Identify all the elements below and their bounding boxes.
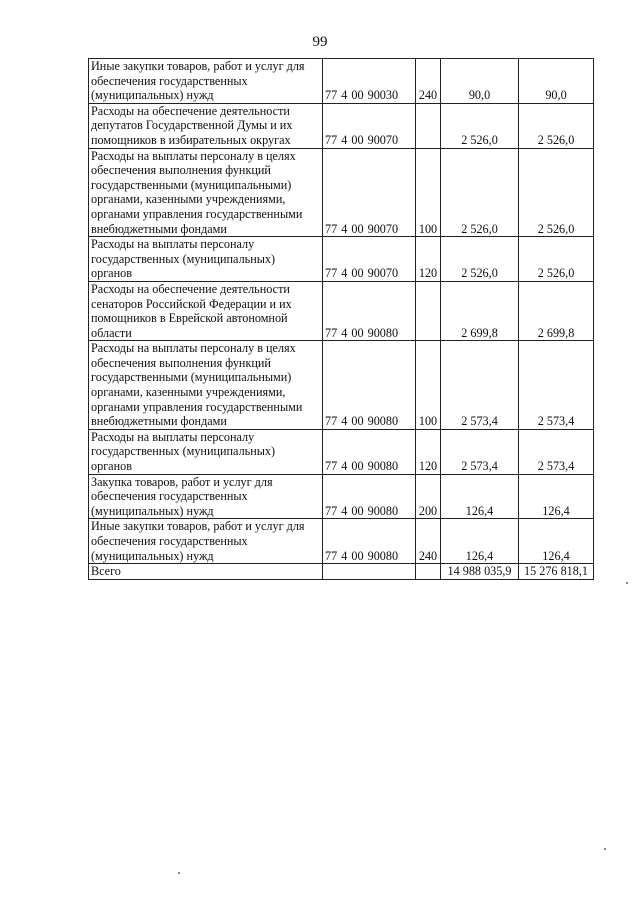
row-name-line: Расходы на выплаты персоналу в целях [91, 341, 296, 356]
total-code-cell [323, 564, 416, 580]
scan-speck [178, 872, 180, 874]
row-value-1: 126,4 [441, 474, 519, 519]
table-row [89, 341, 594, 430]
row-code: 77 4 00 90080 [323, 429, 416, 474]
row-vr [416, 103, 441, 148]
row-name-line: обеспечения выполнения функций [91, 163, 271, 178]
row-value-1: 126,4 [441, 519, 519, 564]
row-name-line: (муниципальных) нужд [91, 548, 214, 563]
row-value-2: 126,4 [519, 474, 594, 519]
row-value-2: 2 526,0 [519, 148, 594, 237]
row-vr: 100 [416, 341, 441, 430]
row-name-line: государственными (муниципальными) [91, 177, 292, 192]
table-row [89, 148, 594, 237]
row-value-1: 2 573,4 [441, 429, 519, 474]
row-name [89, 474, 323, 519]
row-value-1: 90,0 [441, 59, 519, 104]
row-value-2: 126,4 [519, 519, 594, 564]
row-name-line: Иные закупки товаров, работ и услуг для [91, 519, 305, 534]
row-vr: 240 [416, 519, 441, 564]
table-row [89, 281, 594, 340]
row-code: 77 4 00 90080 [323, 281, 416, 340]
row-value-2: 2 573,4 [519, 341, 594, 430]
row-name-line: (муниципальных) нужд [91, 88, 214, 103]
row-name [89, 59, 323, 104]
row-value-2: 2 526,0 [519, 237, 594, 282]
row-vr: 240 [416, 59, 441, 104]
row-name-line: (муниципальных) нужд [91, 503, 214, 518]
row-code: 77 4 00 90070 [323, 237, 416, 282]
row-name [89, 429, 323, 474]
row-name-line: органами, казенными учреждениями, [91, 192, 286, 207]
row-value-2: 2 526,0 [519, 103, 594, 148]
row-vr: 200 [416, 474, 441, 519]
row-code: 77 4 00 90030 [323, 59, 416, 104]
row-code: 77 4 00 90070 [323, 148, 416, 237]
row-name [89, 281, 323, 340]
row-name-line: Расходы на выплаты персоналу [91, 237, 255, 252]
row-value-1: 2 526,0 [441, 237, 519, 282]
row-name-line: государственными (муниципальными) [91, 370, 292, 385]
row-name-line: органами управления государственными [91, 399, 303, 414]
table-row-total [89, 564, 594, 580]
row-name-line: помощников в Еврейской автономной [91, 311, 288, 326]
row-name [89, 237, 323, 282]
row-name-line: государственных (муниципальных) [91, 251, 276, 266]
row-name [89, 148, 323, 237]
row-name-line: Иные закупки товаров, работ и услуг для [91, 59, 305, 73]
row-vr: 100 [416, 148, 441, 237]
row-name-line: Расходы на обеспечение деятельности [91, 281, 290, 296]
row-name-line: Закупка товаров, работ и услуг для [91, 474, 273, 489]
table-row [89, 519, 594, 564]
scan-speck [626, 582, 628, 584]
row-name [89, 341, 323, 430]
row-name [89, 103, 323, 148]
row-name-line: депутатов Государственной Думы и их [91, 118, 293, 133]
row-name-line: Расходы на обеспечение деятельности [91, 103, 290, 118]
row-name-line: органов [91, 266, 132, 281]
row-code: 77 4 00 90080 [323, 474, 416, 519]
row-name-line: государственных (муниципальных) [91, 444, 276, 459]
row-value-2: 2 573,4 [519, 429, 594, 474]
row-vr [416, 281, 441, 340]
row-value-1: 2 699,8 [441, 281, 519, 340]
row-name-line: внебюджетными фондами [91, 221, 227, 236]
table-row [89, 59, 594, 104]
budget-table [88, 58, 594, 580]
row-name-line: Расходы на выплаты персоналу [91, 429, 255, 444]
row-value-1: 2 573,4 [441, 341, 519, 430]
row-name [89, 519, 323, 564]
row-name-line: сенаторов Российской Федерации и их [91, 296, 292, 311]
row-code: 77 4 00 90080 [323, 341, 416, 430]
row-name-line: органами, казенными учреждениями, [91, 385, 286, 400]
table-row [89, 429, 594, 474]
row-code: 77 4 00 90070 [323, 103, 416, 148]
row-name-line: внебюджетными фондами [91, 414, 227, 429]
row-name-line: органов [91, 459, 132, 474]
row-name-line: обеспечения государственных [91, 489, 248, 504]
total-vr-cell [416, 564, 441, 580]
row-name-line: обеспечения государственных [91, 73, 248, 88]
table-row [89, 474, 594, 519]
total-value-2: 15 276 818,1 [519, 564, 594, 580]
row-vr: 120 [416, 429, 441, 474]
row-value-2: 2 699,8 [519, 281, 594, 340]
row-name-line: обеспечения государственных [91, 534, 248, 548]
page-number: 99 [312, 34, 328, 50]
table-row [89, 237, 594, 282]
scan-speck [604, 848, 606, 850]
budget-table-body [89, 59, 594, 580]
row-code: 77 4 00 90080 [323, 519, 416, 564]
total-value-1: 14 988 035,9 [441, 564, 519, 580]
row-name-line: помощников в избирательных округах [91, 132, 291, 147]
row-vr: 120 [416, 237, 441, 282]
row-name-line: обеспечения выполнения функций [91, 355, 271, 370]
row-value-1: 2 526,0 [441, 148, 519, 237]
row-value-1: 2 526,0 [441, 103, 519, 148]
total-label: Всего [89, 564, 323, 580]
row-name-line: Расходы на выплаты персоналу в целях [91, 148, 296, 163]
row-name-line: области [91, 325, 132, 340]
table-row [89, 103, 594, 148]
row-value-2: 90,0 [519, 59, 594, 104]
row-name-line: органами управления государственными [91, 206, 303, 221]
